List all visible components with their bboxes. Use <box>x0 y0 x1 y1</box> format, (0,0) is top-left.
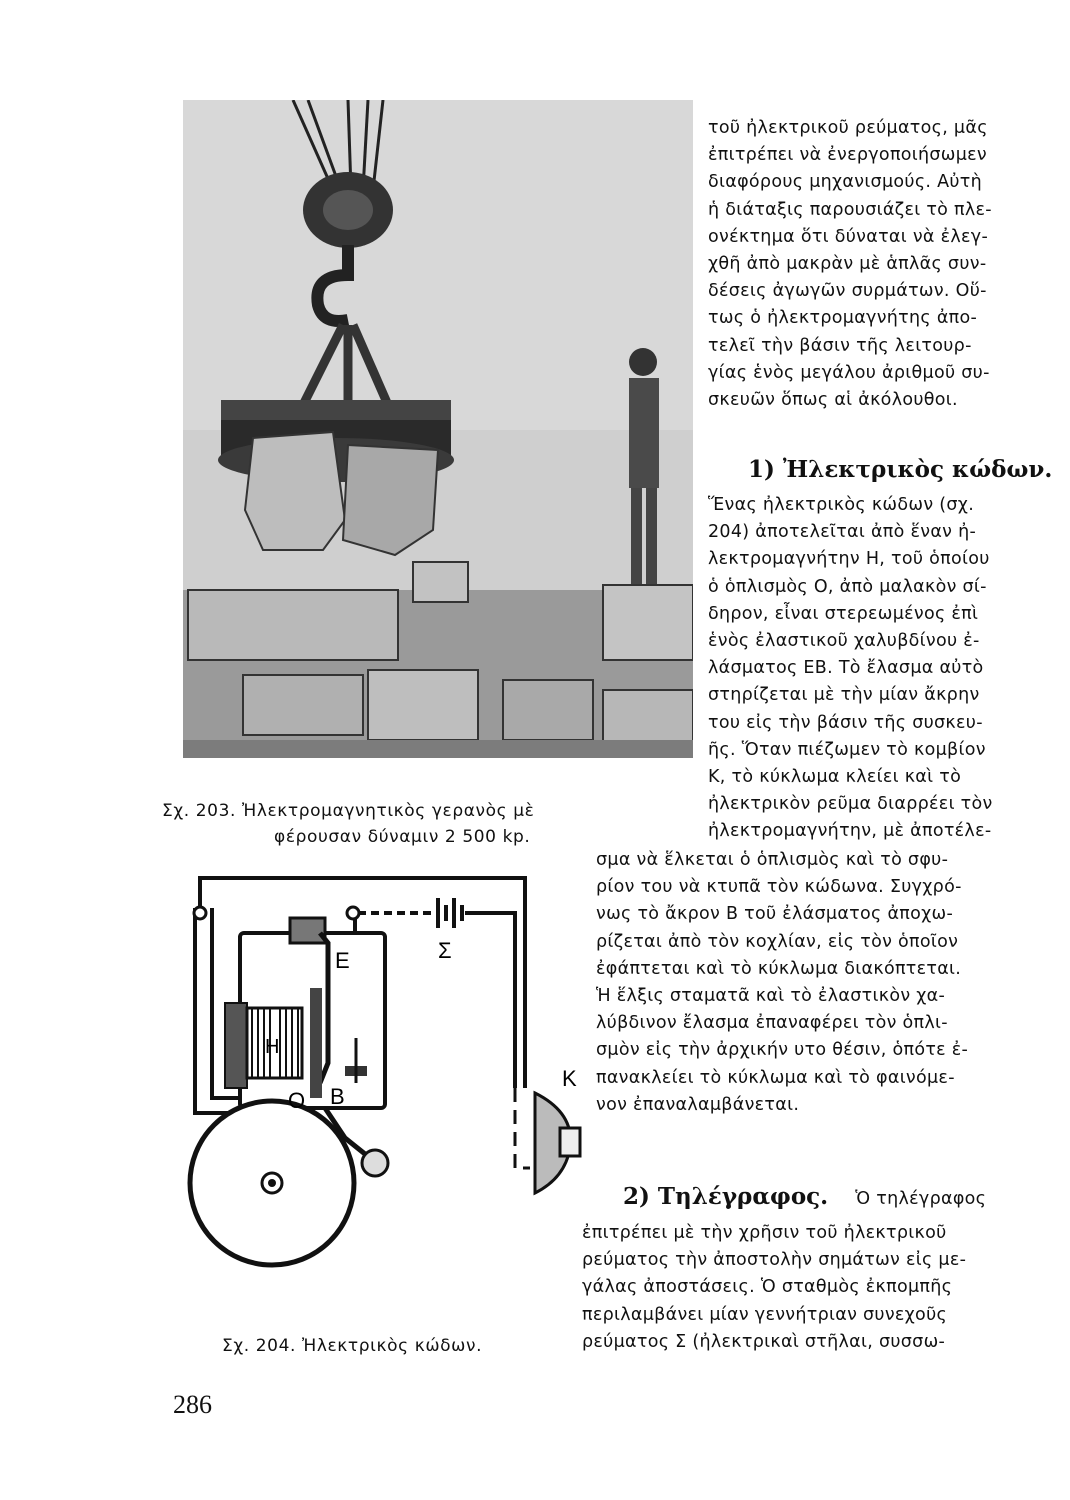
text-line: γίας ἑνὸς μεγάλου ἀριθμοῦ συ- <box>708 362 990 383</box>
text-line: ρεύματος τὴν ἀποστολὴν σημάτων εἰς με- <box>582 1250 967 1271</box>
page-number: 286 <box>173 1390 212 1419</box>
label-o: O <box>288 1088 306 1113</box>
text-line: του εἰς τὴν βάσιν τῆς συσκευ- <box>708 712 983 733</box>
text-line: ρίζεται ἀπὸ τὸν κοχλίαν, εἰς τὸν ὁποῖον <box>596 931 959 952</box>
text-line: διαφόρους μηχανισμούς. Αὐτὴ <box>708 172 983 193</box>
text-line: λεκτρομαγνήτην H, τοῦ ὁποίου <box>708 549 990 570</box>
text-line: ρεύματος Σ (ἠλεκτρικαὶ στῆλαι, συσσω- <box>582 1331 946 1352</box>
text-line: ἠλεκτρομαγνήτην, μὲ ἀποτέλε- <box>708 821 992 842</box>
label-h: H <box>265 1036 280 1058</box>
text-line: ἑνὸς ἐλαστικοῦ χαλυβδίνου ἐ- <box>708 631 980 652</box>
text-line: ἠλεκτρικὸν ρεῦμα διαρρέει τὸν <box>708 794 993 815</box>
crane-photo <box>183 100 693 758</box>
text-line: στηρίζεται μὲ τὴν μίαν ἄκρην <box>708 685 980 706</box>
text-line: νως τὸ ἄκρον B τοῦ ἐλάσματος ἀποχω- <box>596 904 954 925</box>
text-line: δηρον, εἶναι στερεωμένος ἐπὶ <box>708 603 979 624</box>
figure-203-caption-line1: Σχ. 203. Ἠλεκτρομαγνητικὸς γερανὸς μὲ <box>162 801 535 821</box>
section-1-heading: 1) Ἠλεκτρικὸς κώδων. <box>748 456 1053 483</box>
section-2-first-line <box>623 1183 986 1213</box>
text-line: Ἕνας ἠλεκτρικὸς κώδων (σχ. <box>708 495 975 515</box>
electric-bell-schematic <box>170 868 590 1288</box>
text-line: πανακλείει τὸ κύκλωμα καὶ τὸ φαινόμε- <box>596 1067 955 1088</box>
text-line: ὁ ὁπλισμὸς O, ἀπὸ μαλακὸν σί- <box>708 576 987 597</box>
label-b: B <box>330 1084 345 1109</box>
text-line: ἐπιτρέπει νὰ ἐνεργοποιήσωμεν <box>708 145 988 166</box>
text-line: νον ἐπαναλαμβάνεται. <box>596 1094 800 1115</box>
text-line: ἐφάπτεται καὶ τὸ κύκλωμα διακόπτεται. <box>596 958 962 979</box>
section-2-text <box>582 1220 966 1356</box>
text-line: σκευῶν ὅπως αἱ ἀκόλουθοι. <box>708 390 958 411</box>
electric-bell-diagram <box>170 868 590 1288</box>
section-2-heading: 2) Τηλέγραφος. <box>623 1183 829 1210</box>
text-line: σμὸν εἰς τὴν ἀρχικήν υτο θέσιν, ὁπότε ἐ- <box>596 1040 969 1061</box>
label-sigma: Σ <box>438 938 452 963</box>
label-e: E <box>335 948 350 973</box>
section-1-wide-text <box>596 847 968 1119</box>
text-line: ῆς. Ὅταν πιέζωμεν τὸ κομβίον <box>708 739 986 760</box>
text-line: χθῆ ἀπὸ μακρὰν μὲ ἁπλᾶς συν- <box>708 254 987 275</box>
text-line: ἡ διάταξις παρουσιάζει τὸ πλε- <box>708 199 992 220</box>
text-line: λάσματος EB. Τὸ ἔλασμα αὐτὸ <box>708 658 984 679</box>
text-line: Ἡ ἕλξις σταματᾶ καὶ τὸ ἐλαστικὸν χα- <box>596 986 946 1007</box>
text-line: ονέκτημα ὅτι δύναται νὰ ἐλεγ- <box>708 226 989 247</box>
text-line: τοῦ ἠλεκτρικοῦ ρεύματος, μᾶς <box>708 118 988 138</box>
text-line: τως ὁ ἠλεκτρομαγνήτης ἀπο- <box>708 308 978 329</box>
text-line: τελεῖ τὴν βάσιν τῆς λειτουρ- <box>708 335 972 356</box>
section-1-narrow-text <box>708 492 993 846</box>
label-k: K <box>562 1066 577 1091</box>
text-line: γάλας ἀποστάσεις. Ὁ σταθμὸς ἐκπομπῆς <box>582 1277 953 1298</box>
crane-photo-illustration <box>183 100 693 758</box>
section-2-first-line-text: Ὁ τηλέγραφος <box>855 1189 987 1209</box>
column-top-text <box>708 115 992 414</box>
text-line: λύβδινον ἔλασμα ἐπαναφέρει τὸν ὁπλι- <box>596 1013 948 1034</box>
figure-203-caption-line2: φέρουσαν δύναμιν 2 500 kp. <box>274 827 531 847</box>
text-line: 204) ἀποτελεῖται ἀπὸ ἕναν ἠ- <box>708 522 977 543</box>
text-line: ἐπιτρέπει μὲ τὴν χρῆσιν τοῦ ἠλεκτρικοῦ <box>582 1223 947 1243</box>
text-line: σμα νὰ ἕλκεται ὁ ὁπλισμὸς καὶ τὸ σφυ- <box>596 850 949 870</box>
text-line: K, τὸ κύκλωμα κλείει καὶ τὸ <box>708 767 962 788</box>
figure-204-caption: Σχ. 204. Ἠλεκτρικὸς κώδων. <box>222 1336 483 1356</box>
text-line: ρίον του νὰ κτυπᾶ τὸν κώδωνα. Συγχρό- <box>596 877 962 898</box>
figure-203-caption <box>162 798 534 850</box>
text-line: δέσεις ἀγωγῶν συρμάτων. Οὕ- <box>708 281 987 302</box>
text-line: περιλαμβάνει μίαν γεννήτριαν συνεχοῦς <box>582 1304 948 1325</box>
